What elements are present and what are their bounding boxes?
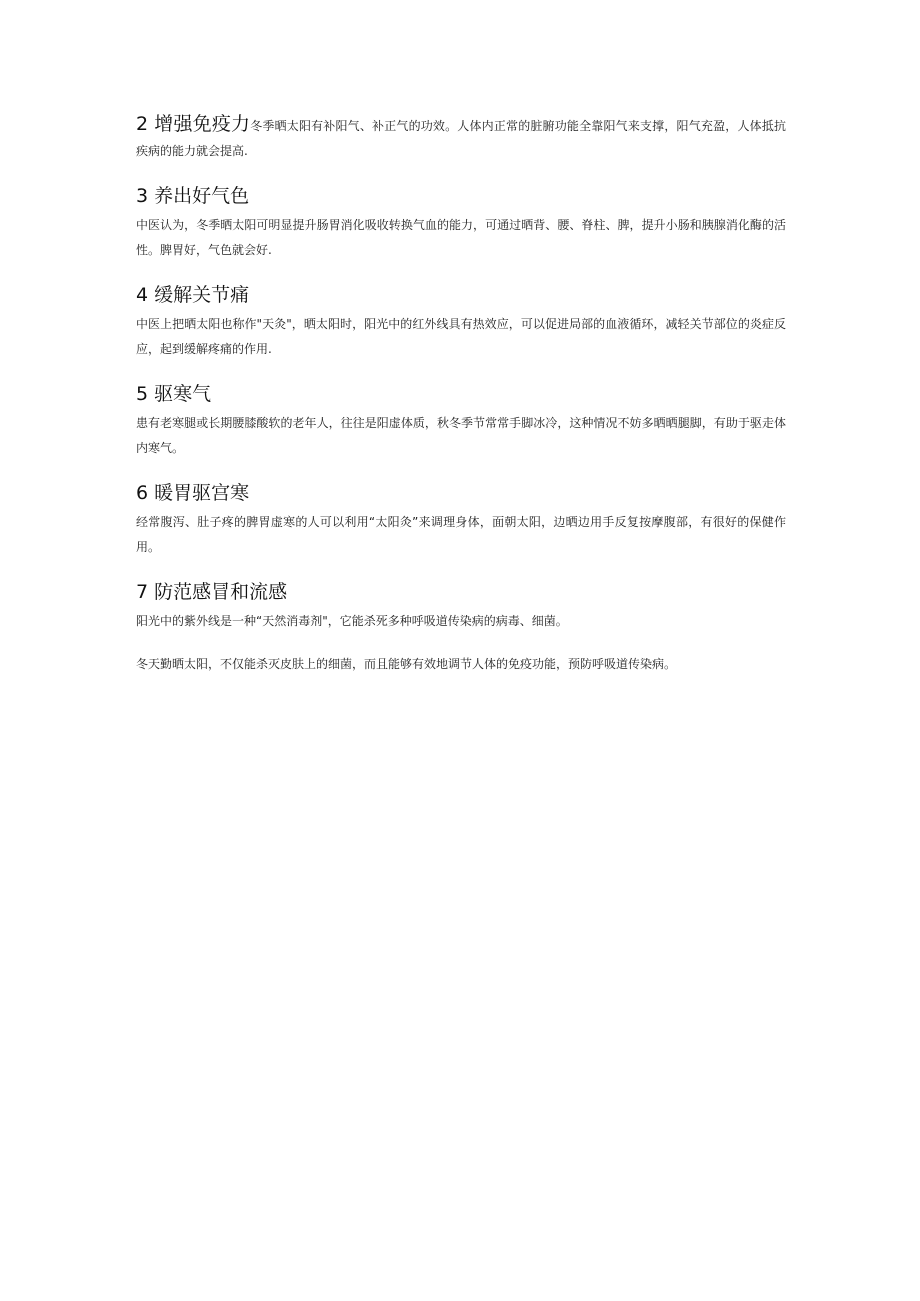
section-heading: 4 缓解关节痛 [136, 284, 250, 306]
section-complexion [136, 182, 786, 263]
section-body: 中医上把晒太阳也称作"天灸"，晒太阳时，阳光中的红外线具有热效应，可以促进局部的血液循环，减轻关节部位的炎症反应，起到缓解疼痛的作用. [136, 317, 786, 356]
section-body: 经常腹泻、肚子疼的脾胃虚寒的人可以利用“太阳灸”来调理身体，面朝太阳，边晒边用手反复按摩腹部，有很好的保健作用。 [136, 515, 786, 554]
section-heading: 7 防范感冒和流感 [136, 581, 288, 603]
section-joint-pain [136, 281, 786, 362]
section-heading: 6 暖胃驱宫寒 [136, 482, 250, 504]
section-text: 冬季晒太阳有补阳气、补正气的功效。人体内正常的脏腑功能全靠阳气来支撑，阳气充盈，人体抵抗疾病的能力就会提高. [136, 119, 786, 158]
section-stomach [136, 479, 786, 560]
section-body [136, 112, 786, 164]
document-page [136, 112, 786, 677]
section-flu [136, 578, 786, 634]
section-heading: 5 驱寒气 [136, 383, 212, 405]
section-body: 患有老寒腿或长期腰膝酸软的老年人，往往是阳虚体质，秋冬季节常常手脚冰冷，这种情况不妨多晒晒腿脚，有助于驱走体内寒气。 [136, 416, 786, 455]
section-immunity [136, 112, 786, 164]
section-cold [136, 380, 786, 461]
closing-paragraph: 冬天勤晒太阳，不仅能杀灭皮肤上的细菌，而且能够有效地调节人体的免疫功能，预防呼吸道传染病。 [136, 657, 677, 671]
section-body: 中医认为，冬季晒太阳可明显提升肠胃消化吸收转换气血的能力，可通过晒背、腰、脊柱、脾，提升小肠和胰腺消化酶的活性。脾胃好，气色就会好. [136, 218, 786, 257]
section-heading: 3 养出好气色 [136, 185, 250, 207]
section-heading: 2 增强免疫力 [136, 113, 251, 135]
section-body: 阳光中的紫外线是一种“天然消毒剂"，它能杀死多种呼吸道传染病的病毒、细菌。 [136, 614, 568, 628]
